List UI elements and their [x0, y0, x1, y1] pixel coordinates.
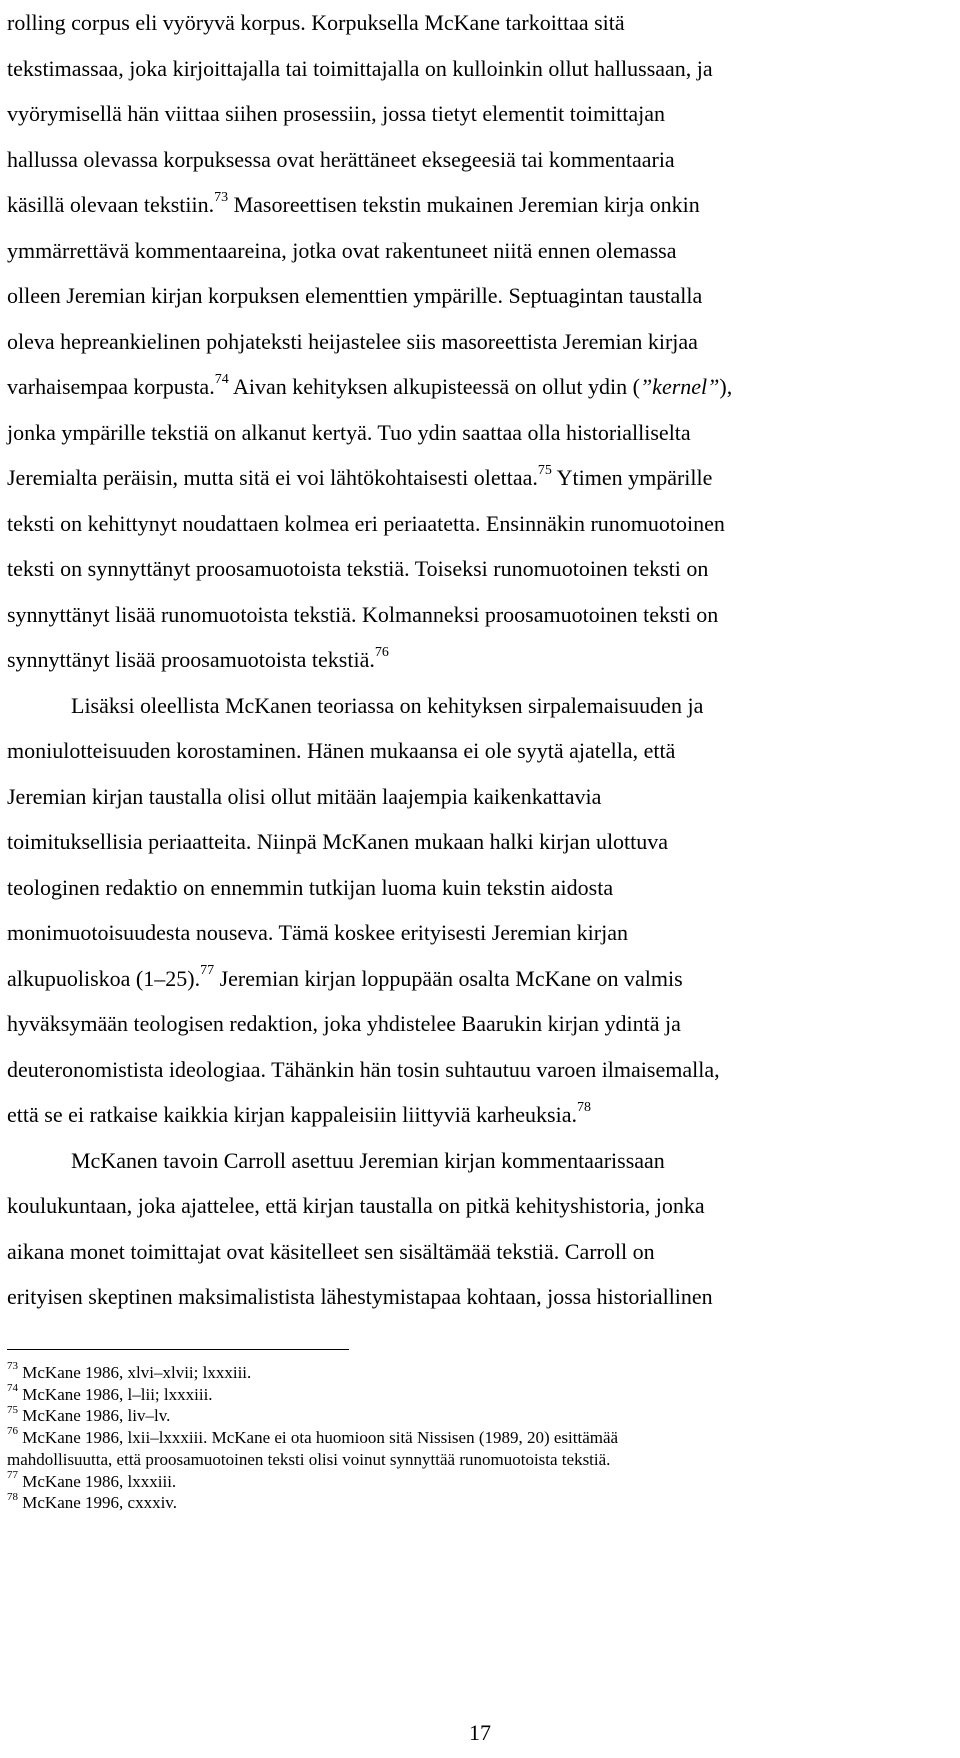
footnote-reference: 76: [7, 1425, 18, 1438]
text-run: oleva hepreankielinen pohjateksti heijastelee siis masoreettista Jeremian kirjaa: [7, 328, 698, 354]
text-run: Jeremialta peräisin, mutta sitä ei voi lähtökohtaisesti olettaa.: [7, 465, 538, 490]
paragraph: [7, 1138, 943, 1320]
text-run: vyörymisellä hän viittaa siihen prosessiin, jossa tietyt elementit toimittajan: [7, 101, 666, 126]
text-line: [7, 501, 943, 547]
text-run: teksti on synnyttänyt proosamuotoista tekstiä. Toiseksi runomuotoinen teksti on: [7, 556, 709, 581]
text-line: [7, 410, 943, 456]
text-line: [7, 728, 943, 774]
text-line: [7, 137, 943, 183]
text-run: Aivan kehityksen alkupisteessä on ollut ydin (: [228, 374, 640, 399]
text-run: rolling corpus eli vyöryvä korpus. Korpuksella McKane tarkoittaa sitä: [7, 10, 625, 35]
text-run: deuteronomistista ideologiaa. Tähänkin hän tosin suhtautuu varoen ilmaisemalla,: [7, 1056, 720, 1082]
footnote-line: [7, 1449, 943, 1471]
text-line: [7, 455, 943, 501]
text-run: olleen Jeremian kirjan korpuksen elementtien ympärille. Septuagintan taustalla: [7, 283, 703, 308]
text-line: [7, 91, 943, 137]
footnote-reference: 77: [200, 963, 215, 979]
text-run: Lisäksi oleellista McKanen teoriassa on kehityksen sirpalemaisuuden ja: [71, 692, 704, 718]
page-number: 17: [469, 1720, 491, 1745]
footnote-reference: 77: [7, 1468, 18, 1481]
text-run: koulukuntaan, joka ajattelee, että kirjan taustalla on pitkä kehityshistoria, jonka: [7, 1193, 705, 1218]
footnote-line: [7, 1362, 943, 1384]
text-line: [7, 228, 943, 274]
text-run: moniulotteisuuden korostaminen. Hänen mukaansa ei ole syytä ajatella, että: [7, 738, 676, 763]
footnote-line: [7, 1468, 943, 1493]
text-run: synnyttänyt lisää proosamuotoista tekstiä.: [7, 647, 375, 672]
text-run: synnyttänyt lisää runomuotoista tekstiä. Kolmanneksi proosamuotoinen teksti on: [7, 601, 719, 627]
text-run: käsillä olevaan tekstiin.: [7, 192, 215, 217]
text-run: Ytimen ympärille: [551, 465, 713, 490]
body-text: [7, 0, 943, 1320]
text-run: ),: [719, 374, 733, 399]
text-line: [7, 273, 943, 319]
text-run: mahdollisuutta, että proosamuotoinen teksti olisi voinut synnyttää runomuotoista tekstiä.: [7, 1449, 611, 1469]
text-line: [7, 910, 943, 956]
text-run: McKane 1986, l–lii; lxxxiii.: [18, 1384, 213, 1404]
text-line: [7, 546, 943, 592]
footnote-line: [7, 1492, 943, 1514]
text-run: teologinen redaktio on ennemmin tutkijan luoma kuin tekstin aidosta: [7, 874, 614, 900]
text-run: teksti on kehittynyt noudattaen kolmea eri periaatetta. Ensinnäkin runomuotoinen: [7, 510, 725, 536]
footnote-line: [7, 1427, 943, 1449]
footnote-reference: 78: [7, 1490, 18, 1503]
footnote-reference: 73: [214, 189, 229, 205]
text-run: hallussa olevassa korpuksessa ovat herättäneet eksegeesiä tai kommentaaria: [7, 146, 675, 172]
text-run: jonka ympärille tekstiä on alkanut kertyä. Tuo ydin saattaa olla historialliselta: [7, 419, 691, 445]
text-run: McKane 1986, liv–lv.: [18, 1406, 171, 1426]
text-line: [7, 683, 943, 729]
italic-term: ”kernel”: [639, 374, 720, 399]
text-line: [7, 1047, 943, 1093]
text-line: [7, 819, 943, 865]
paragraph: [7, 0, 943, 683]
text-run: erityisen skeptinen maksimalistista lähestymistapaa kohtaan, jossa historiallinen: [7, 1284, 713, 1309]
text-run: monimuotoisuudesta nouseva. Tämä koskee erityisesti Jeremian kirjan: [7, 920, 628, 945]
text-run: aikana monet toimittajat ovat käsitelleet sen sisältämää tekstiä. Carroll on: [7, 1238, 655, 1264]
footnote-reference: 76: [374, 644, 389, 660]
footnote-reference: 74: [214, 371, 229, 387]
footnote-reference: 75: [537, 462, 552, 478]
text-line: [7, 1229, 943, 1275]
footnote-separator: [7, 1349, 349, 1350]
text-line: [7, 1001, 943, 1047]
footnote-reference: 73: [7, 1360, 18, 1373]
footnotes: [7, 1362, 943, 1514]
text-run: Jeremian kirjan taustalla olisi ollut mitään laajempia kaikenkattavia: [7, 783, 602, 809]
footnote-reference: 74: [7, 1382, 18, 1395]
text-run: ymmärrettävä kommentaareina, jotka ovat rakentuneet niitä ennen olemassa: [7, 237, 677, 263]
text-line: [7, 774, 943, 820]
text-line: [7, 865, 943, 911]
text-line: [7, 1092, 943, 1138]
text-run: Jeremian kirjan loppupään osalta McKane on valmis: [214, 965, 683, 991]
text-run: että se ei ratkaise kaikkia kirjan kappaleisiin liittyviä karheuksia.: [7, 1102, 577, 1127]
text-line: [7, 319, 943, 365]
text-run: varhaisempaa korpusta.: [7, 374, 215, 399]
text-run: McKane 1996, cxxxiv.: [18, 1493, 177, 1513]
text-run: McKane 1986, lxxxiii.: [18, 1471, 177, 1491]
text-line: [7, 0, 943, 46]
text-line: [7, 1138, 943, 1184]
text-run: McKane 1986, xlvi–xlvii; lxxxiii.: [18, 1363, 252, 1382]
text-line: [7, 592, 943, 638]
text-run: alkupuoliskoa (1–25).: [7, 965, 201, 991]
footnote-reference: 78: [576, 1099, 591, 1115]
text-line: [7, 637, 943, 683]
text-line: [7, 956, 943, 1002]
paragraph: [7, 683, 943, 1138]
text-run: tekstimassaa, joka kirjoittajalla tai toimittajalla on kulloinkin ollut hallussaan, ja: [7, 55, 713, 81]
text-run: hyväksymään teologisen redaktion, joka yhdistelee Baarukin kirjan ydintä ja: [7, 1011, 681, 1036]
text-line: [7, 182, 943, 228]
text-run: toimituksellisia periaatteita. Niinpä McKanen mukaan halki kirjan ulottuva: [7, 829, 669, 854]
footnote-reference: 75: [7, 1403, 18, 1416]
text-line: [7, 364, 943, 410]
text-run: McKanen tavoin Carroll asettuu Jeremian kirjan kommentaarissaan: [71, 1147, 665, 1173]
text-line: [7, 1274, 943, 1320]
text-line: [7, 1183, 943, 1229]
text-run: McKane 1986, lxii–lxxxiii. McKane ei ota huomioon sitä Nissisen (1989, 20) esittämää: [18, 1428, 619, 1448]
footnote-line: [7, 1405, 943, 1427]
text-line: [7, 46, 943, 92]
footnote-line: [7, 1384, 943, 1406]
text-run: Masoreettisen tekstin mukainen Jeremian kirja onkin: [228, 192, 700, 217]
